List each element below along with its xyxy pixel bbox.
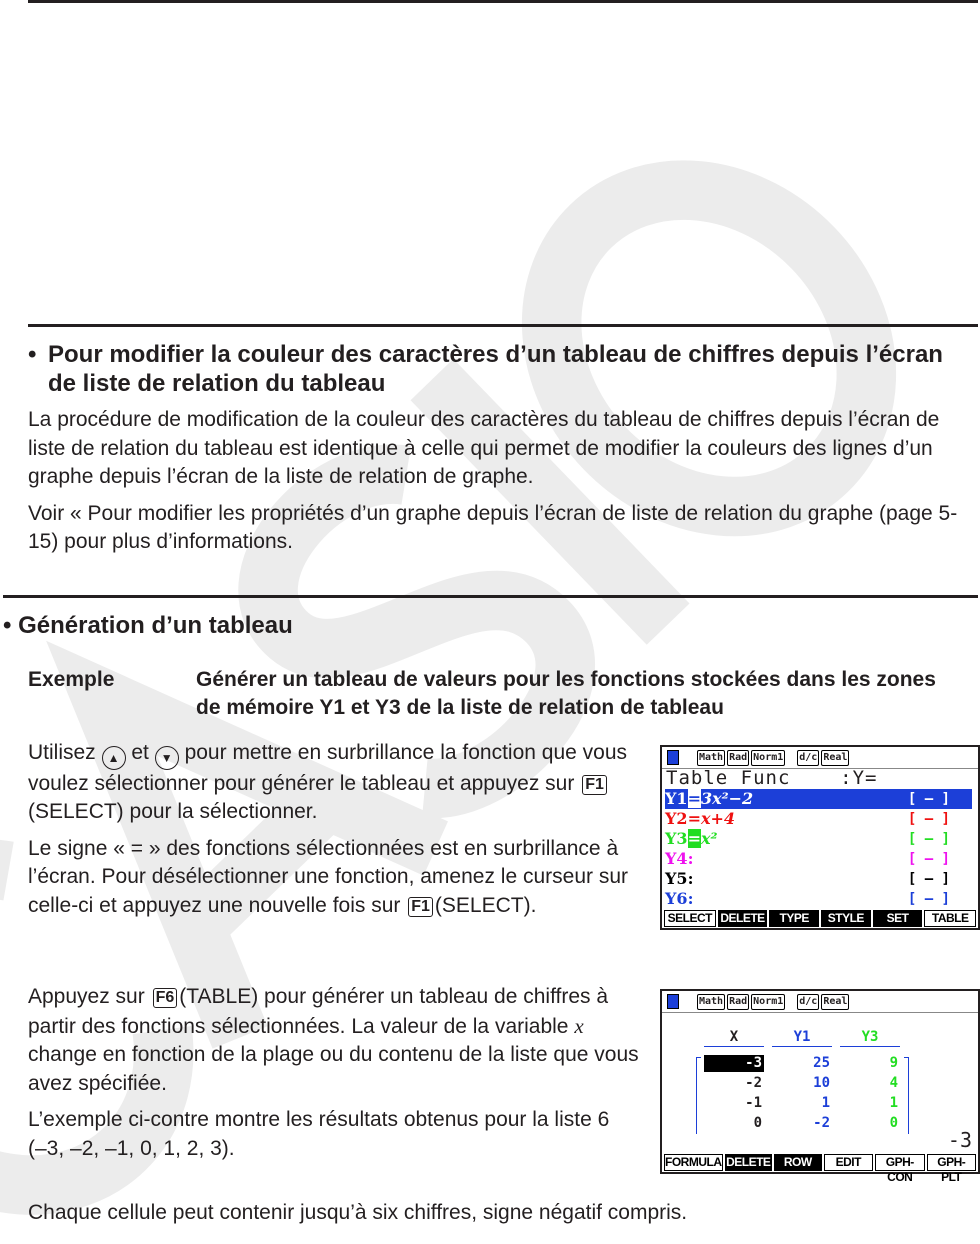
section1 — [28, 341, 963, 557]
calculator-screen-table-func — [660, 745, 980, 930]
column-header-x: X — [704, 1029, 764, 1047]
fkey-table[interactable]: TABLE — [924, 910, 976, 927]
cell[interactable]: 1 — [821, 1095, 830, 1111]
current-cell-value: -3 — [947, 1128, 972, 1152]
cell[interactable]: -2 — [745, 1075, 762, 1091]
f1-key-icon: F1 — [582, 775, 607, 795]
cell[interactable]: -3 — [745, 1055, 762, 1071]
fkey-gph-plt[interactable]: GPH-PLT — [927, 1154, 977, 1171]
battery-icon — [667, 750, 679, 765]
cell[interactable]: 4 — [889, 1075, 898, 1091]
cell[interactable]: -1 — [745, 1095, 762, 1111]
fkey-delete[interactable]: DELETE — [718, 910, 768, 927]
section2-rule — [3, 595, 978, 598]
function-row-y4[interactable]: Y4: [ — ] — [665, 849, 950, 868]
top-rule — [28, 0, 978, 3]
f6-key-icon: F6 — [153, 988, 178, 1008]
function-row-y3[interactable]: Y3=x² [ — ] — [665, 829, 950, 848]
cell[interactable]: 10 — [813, 1075, 830, 1091]
fkey-set[interactable]: SET — [873, 910, 923, 927]
section1-para2: Voir « Pour modifier les propriétés d’un graphe depuis l’écran de liste de relation du graphe (page 5-15) pour plus d’informations. — [28, 501, 958, 553]
fkey-style[interactable]: STYLE — [821, 910, 871, 927]
f1-key-icon: F1 — [408, 897, 433, 917]
section1-heading: • Pour modifier la couleur des caractères d’un tableau de chiffres depuis l’écran de liste de relation du tableau — [28, 341, 943, 397]
status-bar: Math Rad Norm1 d/c Real — [667, 994, 849, 1010]
fkey-select[interactable]: SELECT — [664, 910, 716, 927]
calculator-screen-table — [660, 989, 980, 1184]
fkey-type[interactable]: TYPE — [769, 910, 819, 927]
cell[interactable]: 9 — [889, 1055, 898, 1071]
step1-text: Utilisez ▲ et ▼ pour mettre en surbrillance la fonction que vous voulez sélectionner pour générer le tableau et appuyez sur F1(SELECT) pour la sélectionner. — [28, 740, 627, 823]
example-label: Exemple — [28, 667, 115, 691]
function-row-y6[interactable]: Y6: [ — ] — [665, 889, 950, 908]
function-row-y2[interactable]: Y2=x+4 [ — ] — [665, 809, 950, 828]
fkey-edit[interactable]: EDIT — [824, 1154, 874, 1171]
cell[interactable]: -2 — [813, 1115, 830, 1131]
fkey-row[interactable]: ROW — [774, 1154, 822, 1171]
function-key-bar — [664, 910, 976, 927]
function-row-y5[interactable]: Y5: [ — ] — [665, 869, 950, 888]
screen-title: Table Func :Y= — [666, 767, 878, 789]
fkey-formula[interactable]: FORMULA — [665, 1155, 722, 1169]
step2b-text: L’exemple ci-contre montre les résultats obtenus pour la liste 6 (–3, –2, –1, 0, 1, 2, 3). — [28, 1108, 610, 1160]
section2-heading: • Génération d’un tableau — [3, 612, 293, 639]
step1b-text: Le signe « = » des fonctions sélectionnées est en surbrillance à l’écran. Pour désélectionner une fonction, amenez le curseur sur celle-ci et appuyez une nouvelle fois sur F1 (SELECT). — [28, 836, 628, 917]
section1-para1: La procédure de modification de la couleur des caractères du tableau de chiffres depuis l’écran de liste de relation du tableau est identique à celle qui permet de modifier la couleurs des lignes d’un graphe depuis l’écran de la liste de relation de graphe. — [28, 408, 940, 488]
down-arrow-key-icon: ▼ — [155, 746, 179, 770]
up-arrow-key-icon: ▲ — [102, 746, 126, 770]
cell[interactable]: 1 — [889, 1095, 898, 1111]
section1-rule — [28, 324, 978, 327]
cell[interactable]: 0 — [889, 1115, 898, 1131]
cell[interactable]: 25 — [813, 1055, 830, 1071]
cell[interactable]: 0 — [753, 1115, 762, 1131]
fkey-delete[interactable]: DELETE — [726, 1155, 771, 1169]
column-header-y1: Y1 — [772, 1029, 832, 1047]
function-key-bar — [664, 1154, 976, 1184]
step2-text: Appuyez sur F6 (TABLE) pour générer un tableau de chiffres à partir des fonctions sélectionnées. La valeur de la variable x change en fonction de la plage ou du contenu de la liste que vous avez spécifiée. — [28, 985, 639, 1095]
function-row-y1[interactable]: Y1=3x²−2 [ — ] — [665, 789, 972, 809]
fkey-gph-con[interactable]: GPH-CON — [875, 1154, 925, 1171]
battery-icon — [667, 994, 679, 1009]
status-bar: Math Rad Norm1 d/c Real — [667, 750, 849, 766]
note-text: Chaque cellule peut contenir jusqu’à six chiffres, signe négatif compris. — [28, 1201, 688, 1224]
example-text: Générer un tableau de valeurs pour les fonctions stockées dans les zones de mémoire Y1 et Y3 de la liste de relation de tableau — [196, 667, 936, 719]
column-header-y3: Y3 — [840, 1029, 900, 1047]
